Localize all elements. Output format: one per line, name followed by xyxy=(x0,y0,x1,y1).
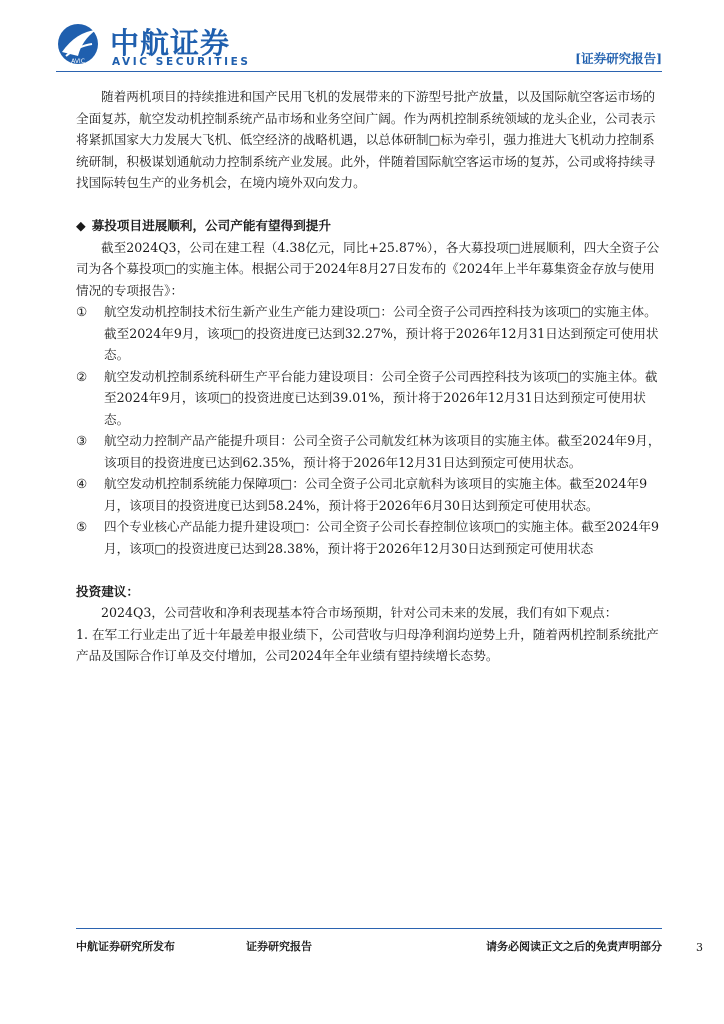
advice-paragraph: 2024Q3，公司营收和净利表现基本符合市场预期，针对公司未来的发展，我们有如下观点： xyxy=(101,605,618,620)
list-item xyxy=(76,301,662,366)
list-number: ④ xyxy=(76,476,88,491)
diamond-bullet-icon: ◆ xyxy=(76,218,86,233)
intro-paragraph: 随着两机项目的持续推进和国产民用飞机的发展带来的下游型号批产放量，以及国际航空客运市场的全面复苏，航空发动机控制系统产品市场和业务空间广阔。作为两机控制系统领域的龙头企业，公司表示将紧抓国家大力发展大飞机、低空经济的战略机遇，以总体研制□标为牵引，强力推进大飞机动力控制系统研制，积极谋划通航动力控制系统产业发展。此外，伴随着国际航空客运市场的复苏，公司或将持续寻找国际转包生产的业务机会，在境内境外双向发力。 xyxy=(76,89,656,190)
list-number: ① xyxy=(76,304,88,319)
section-title: 募投项目进展顺利，公司产能有望得到提升 xyxy=(91,218,331,233)
main-content xyxy=(76,86,662,667)
footer-disclaimer-note: 请务必阅读正文之后的免责声明部分 xyxy=(486,940,662,953)
report-type-tag: [证券研究报告] xyxy=(575,51,662,66)
footer-divider xyxy=(76,928,662,929)
list-item-text: 航空发动机控制系统科研生产平台能力建设项目：公司全资子公司西控科技为该项□的实施主体。截至2024年9月，该项□的投资进度已达到39.01%，预计将于2026年12月31日达到预定可使用状态。 xyxy=(104,368,658,427)
spacer xyxy=(76,194,662,216)
advice-point: 1. 在军工行业走出了近十年最差申报业绩下，公司营收与归母净利润均逆势上升，随着两机控制系统批产产品及国际合作订单及交付增加，公司2024年全年业绩有望持续增长态势。 xyxy=(76,626,659,663)
list-item xyxy=(76,473,662,516)
page-header xyxy=(56,18,662,70)
list-number: ② xyxy=(76,368,88,384)
page-footer xyxy=(76,938,662,958)
logo-english-text: AVIC SECURITIES xyxy=(112,56,251,68)
list-item xyxy=(76,430,662,473)
list-number: ⑤ xyxy=(76,519,88,534)
list-item xyxy=(76,516,662,559)
footer-publisher: 中航证券研究所发布 xyxy=(76,940,175,953)
advice-heading: 投资建议： xyxy=(76,583,139,599)
section-heading xyxy=(76,215,662,237)
list-item-text: 航空动力控制产品产能提升项目：公司全资子公司航发红林为该项目的实施主体。截至2024年9月，该项目的投资进度已达到62.35%，预计将于2026年12月31日达到预定可使用状态。 xyxy=(104,433,661,470)
list-item-text: 四个专业核心产品能力提升建设项□：公司全资子公司长春控制位该项□的实施主体。截至2024年9月，该项□的投资进度已达到28.38%，预计将于2026年12月30日达到预定可使用状态 xyxy=(104,519,660,556)
avic-logo-icon xyxy=(56,22,100,66)
list-item xyxy=(76,366,662,431)
header-divider xyxy=(56,71,662,72)
list-item-text: 航空发动机控制系统能力保障项□：公司全资子公司北京航科为该项目的实施主体。截至2024年9月，该项目的投资进度已达到58.24%，预计将于2026年6月30日达到预定可使用状态。 xyxy=(104,476,648,513)
logo-badge-text: AVIC xyxy=(71,58,85,65)
list-item-text: 航空发动机控制技术衍生新产业生产能力建设项□：公司全资子公司西控科技为该项□的实施主体。截至2024年9月，该项□的投资进度已达到32.27%，预计将于2026年12月31日达到预定可使用状态。 xyxy=(104,304,659,362)
section-paragraph: 截至2024Q3，公司在建工程（4.38亿元，同比+25.87%），各大募投项□进展顺利，四大全资子公司为各个募投项□的实施主体。根据公司于2024年8月27日发布的《2024年上半年募集资金存放与使用情况的专项报告》： xyxy=(76,239,660,298)
page-number: 3 xyxy=(696,941,703,954)
list-number: ③ xyxy=(76,433,88,448)
logo-chinese-text: 中航证券 xyxy=(110,26,231,60)
footer-report-type: 证券研究报告 xyxy=(246,940,312,953)
spacer xyxy=(76,559,662,581)
